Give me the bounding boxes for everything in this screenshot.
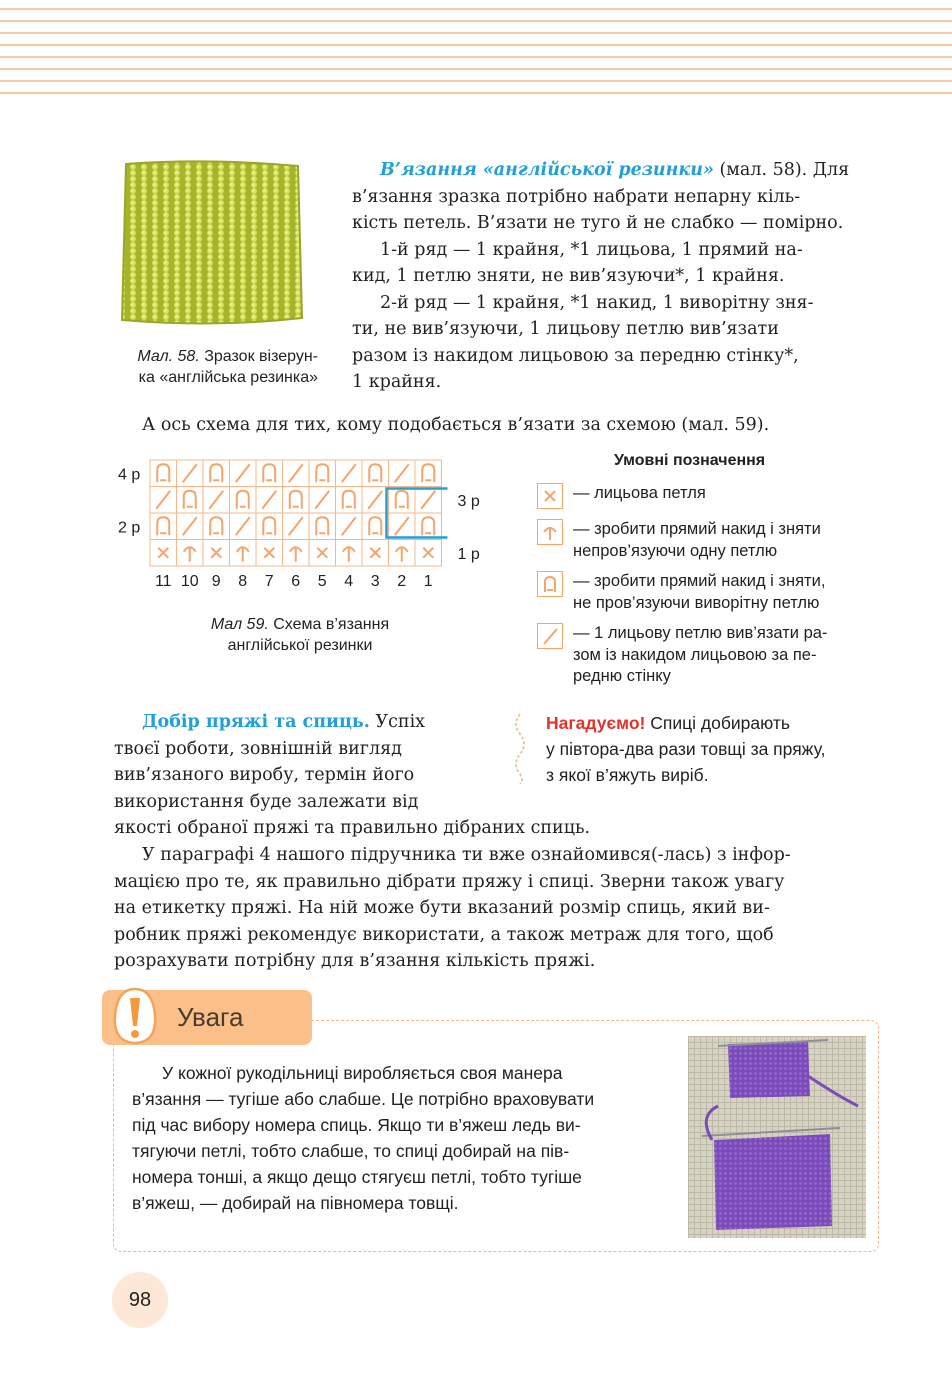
column-number: 7 [264, 573, 274, 590]
row-label-4: 4 р [118, 466, 141, 484]
yarn-text-end: якості обраної пряжі та правильно дібраних спиць. [114, 818, 591, 838]
page-number: 98 [112, 1272, 168, 1328]
attention-text: У кожної рукодільниці виробляється своя манера в’язання — тугіше або слабше. Це потрібно враховувати під час вибору номера спиць. Якщо ти в’яжеш ледь ви- тягуючи петлі, тобто слабше, то спиці добирай на пів- номера тонші, а якщо дещо стягуєш петлі, тобто тугіше в’яжеш, — добирай на півномера товщі. [132, 1063, 595, 1213]
fig59-caption: Мал 59. Схема в’язання англійської резинки [210, 616, 390, 654]
slash-icon [541, 627, 559, 645]
x-icon [541, 487, 559, 505]
column-number: 6 [291, 573, 301, 590]
column-number: 9 [211, 573, 221, 590]
legend-item-yarnover-slip: — зробити прямий накид і зняти непров’язуючи одну петлю [537, 519, 877, 562]
row-label-1: 1 р [457, 545, 480, 563]
legend-item-yarnover-purl-slip: — зробити прямий накид і зняти, не пров’язуючи виворітну петлю [537, 571, 877, 614]
row-label-3: 3 р [457, 492, 480, 510]
column-number: 4 [344, 573, 354, 590]
column-number: 10 [180, 573, 199, 590]
knit-swatch-image [118, 158, 304, 328]
yarn-text: Добір пряжі та спиць. Успіх твоєї роботи, зовнішній вигляд вив’язаного виробу, термін його використання буде залежати від [114, 712, 426, 812]
loop-icon [541, 575, 559, 593]
legend-title: Умовні позначення [614, 452, 766, 469]
attention-title: Увага [177, 1002, 244, 1032]
column-number: 11 [154, 573, 172, 590]
header-stripes [0, 0, 952, 108]
row-label-2: 2 р [118, 519, 141, 537]
reminder-note: Нагадуємо! Спиці добирають у півтора-два рази товщі за пряжу, з якої в’яжуть виріб. [546, 713, 826, 785]
column-number: 1 [423, 573, 433, 590]
paragraph-4: У параграфі 4 нашого підручника ти вже ознайомився(-лась) з інфор- мацією про те, як правильно дібрати пряжу і спиці. Зверни також увагу на етикетку пряжі. На ній може бути вказаний розмір спиць, який ви- робник пряжі рекомендує використати, а також метраж для того, щоб розрахувати потрібну для в’язання кількість пряжі. [114, 845, 791, 971]
intro-text: В’язання «англійської резинки» (мал. 58). Для в’язання зразка потрібно набрати непарну кіль- кість петель. В’язати не туго й не слабко — помірно. 1-й ряд — 1 крайня, *1 лицьова, 1 прямий на- кид, 1 петлю зняти, не вив’язуючи*, 1 крайня. 2-й ряд — 1 крайня, *1 накид, 1 виворітну зня- ти, не вив’язуючи, 1 лицьову петлю вив’язати разом із накидом лицьовою за передню стінку*, 1 крайня. [352, 160, 850, 392]
knitted-samples-photo [688, 1036, 866, 1238]
column-number: 2 [397, 573, 407, 590]
legend-item-knit-together: — 1 лицьову петлю вив’язати ра- зом із накидом лицьовою за пе- редню стінку [537, 623, 877, 688]
legend-item-knit: — лицьова петля [537, 483, 877, 505]
scheme-sentence: А ось схема для тих, кому подобається в’язати за схемою (мал. 59). [142, 415, 770, 435]
arrow-up-icon [541, 523, 559, 541]
column-number: 8 [238, 573, 248, 590]
knitting-chart [110, 455, 500, 595]
fig58-caption: Мал. 58. Зразок візерун- ка «англійська резинка» [137, 348, 318, 386]
exclamation-icon [109, 986, 161, 1046]
wavy-divider [510, 712, 530, 784]
column-number: 5 [317, 573, 327, 590]
column-number: 3 [370, 573, 380, 590]
